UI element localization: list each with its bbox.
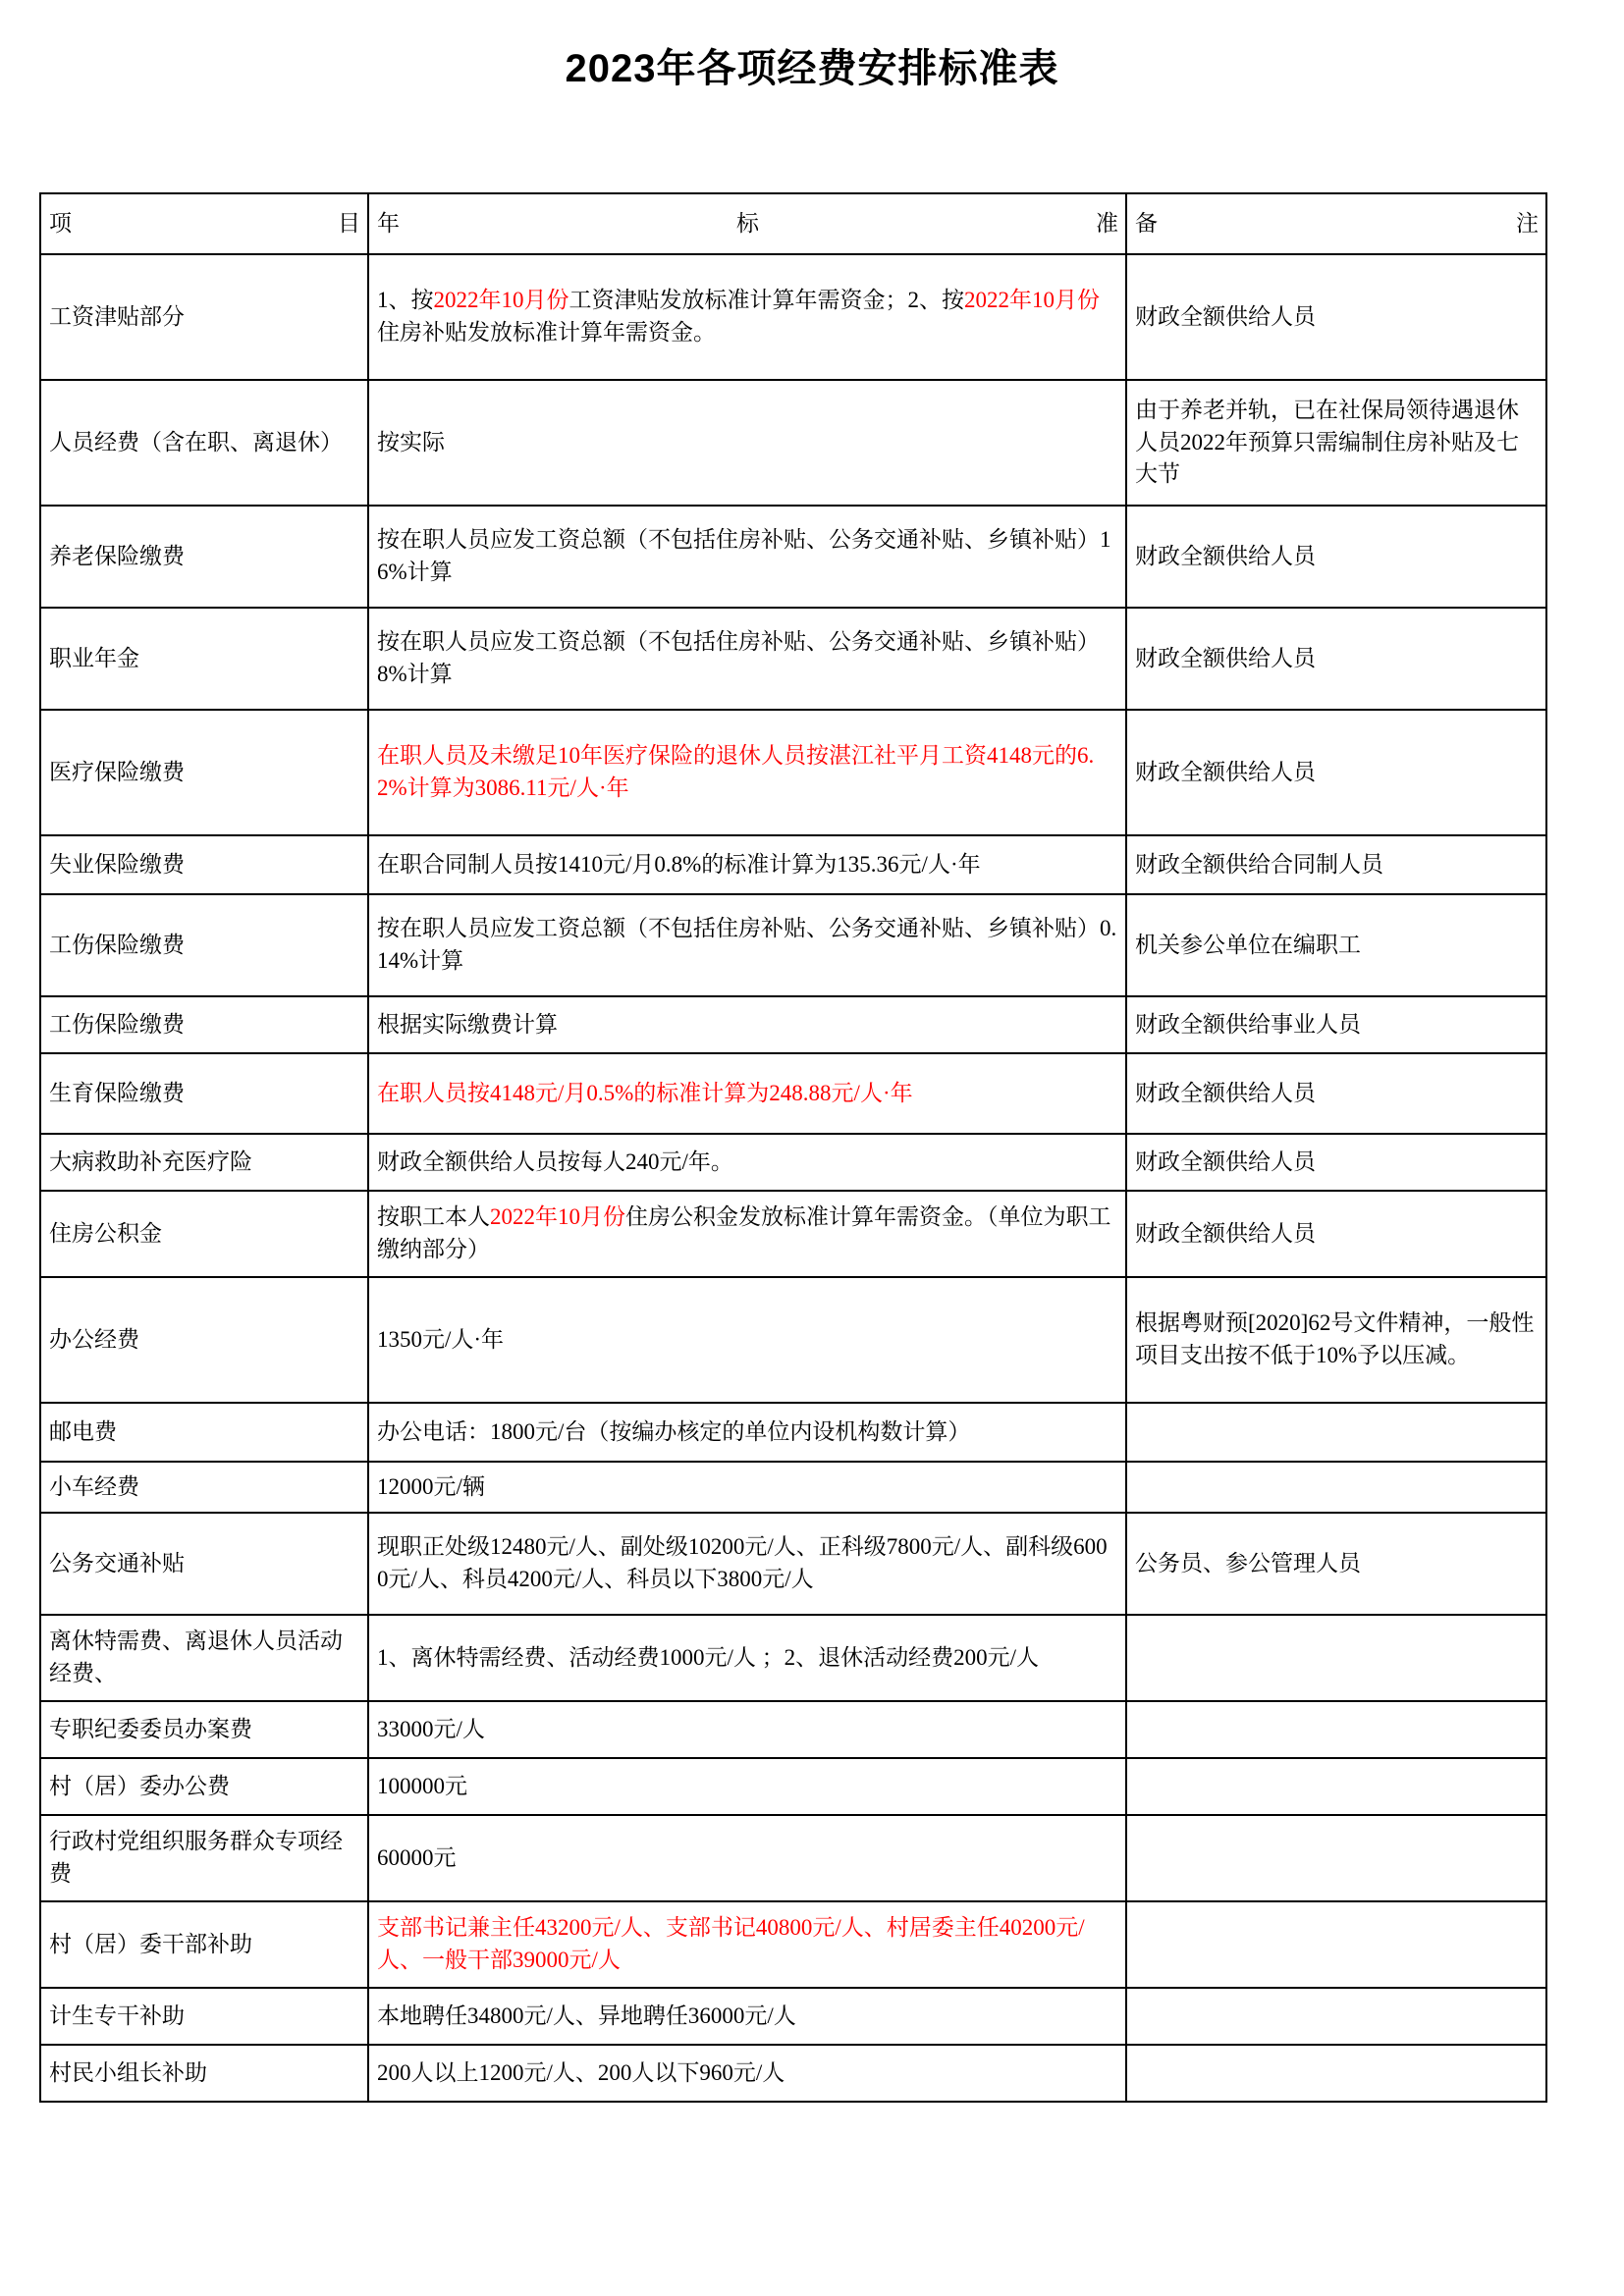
column-header-note-left: 备 <box>1135 210 1158 236</box>
cell-standard <box>368 835 1126 894</box>
table-row <box>40 1988 1546 2045</box>
table-row <box>40 1277 1546 1403</box>
column-header-standard-left: 年 <box>377 210 400 236</box>
cell-item: 生育保险缴费 <box>40 1053 368 1134</box>
plain-text: 现职正处级12480元/人、副处级10200元/人、正科级7800元/人、副科级6000元/人、科员4200元/人、科员以下3800元/人 <box>377 1534 1108 1591</box>
table-row <box>40 1134 1546 1191</box>
cell-standard <box>368 608 1126 710</box>
plain-text: 住房公积金发放标准计算年需资金。（单位为职工缴纳部分） <box>377 1204 1111 1261</box>
cell-standard <box>368 1988 1126 2045</box>
highlight-text: 2022年10月份 <box>433 288 569 313</box>
cell-note: 财政全额供给人员 <box>1126 1134 1546 1191</box>
cell-note <box>1126 2045 1546 2102</box>
plain-text: 100000元 <box>377 1773 467 1798</box>
cell-standard <box>368 894 1126 996</box>
cell-standard <box>368 506 1126 608</box>
plain-text: 60000元 <box>377 1844 457 1870</box>
cell-note: 财政全额供给合同制人员 <box>1126 835 1546 894</box>
highlight-text: 2022年10月份 <box>964 288 1100 313</box>
table-row <box>40 1462 1546 1513</box>
cell-item: 村（居）委办公费 <box>40 1758 368 1815</box>
plain-text: 在职合同制人员按1410元/月0.8%的标准计算为135.36元/人·年 <box>377 851 981 877</box>
table-row <box>40 506 1546 608</box>
cell-standard <box>368 1053 1126 1134</box>
page-title: 2023年各项经费安排标准表 <box>565 47 1059 90</box>
cell-item: 大病救助补充医疗险 <box>40 1134 368 1191</box>
cell-note <box>1126 1988 1546 2045</box>
highlight-text: 2022年10月份 <box>490 1204 625 1230</box>
cell-standard <box>368 1403 1126 1462</box>
table-row <box>40 1701 1546 1758</box>
cell-note <box>1126 1615 1546 1701</box>
table-header <box>40 193 1546 254</box>
cell-item: 工伤保险缴费 <box>40 996 368 1053</box>
cell-standard <box>368 1191 1126 1277</box>
column-header-standard <box>368 193 1126 254</box>
table-row <box>40 710 1546 835</box>
cell-item: 行政村党组织服务群众专项经费 <box>40 1815 368 1901</box>
plain-text: 财政全额供给人员按每人240元/年。 <box>377 1148 733 1174</box>
table-row <box>40 254 1546 380</box>
cell-note: 财政全额供给事业人员 <box>1126 996 1546 1053</box>
cell-note <box>1126 1901 1546 1988</box>
plain-text: 办公电话：1800元/台（按编办核定的单位内设机构数计算） <box>377 1418 971 1444</box>
table-row <box>40 380 1546 506</box>
column-header-item-right: 目 <box>338 210 360 236</box>
table-row <box>40 1191 1546 1277</box>
cell-item: 小车经费 <box>40 1462 368 1513</box>
cell-standard <box>368 380 1126 506</box>
cell-standard <box>368 1815 1126 1901</box>
plain-text: 按职工本人 <box>377 1204 490 1230</box>
table-row <box>40 1815 1546 1901</box>
table-row <box>40 1615 1546 1701</box>
cell-item: 医疗保险缴费 <box>40 710 368 835</box>
cell-note: 财政全额供给人员 <box>1126 254 1546 380</box>
table-row <box>40 1403 1546 1462</box>
table-row <box>40 996 1546 1053</box>
plain-text: 1、离休特需经费、活动经费1000元/人 ；2、退休活动经费200元/人 <box>377 1644 1040 1670</box>
highlight-text: 支部书记兼主任43200元/人、支部书记40800元/人、村居委主任40200元/人、一般干部39000元/人 <box>377 1915 1085 1972</box>
cell-item: 失业保险缴费 <box>40 835 368 894</box>
cell-item: 村民小组长补助 <box>40 2045 368 2102</box>
column-header-standard-right: 准 <box>1096 210 1118 236</box>
cell-note: 财政全额供给人员 <box>1126 1053 1546 1134</box>
cell-standard <box>368 1701 1126 1758</box>
table-body <box>40 254 1546 2102</box>
cell-item: 公务交通补贴 <box>40 1513 368 1615</box>
column-header-standard-mid: 标 <box>736 210 759 236</box>
budget-standards-table <box>39 192 1547 2103</box>
cell-item: 人员经费（含在职、离退休） <box>40 380 368 506</box>
cell-note: 公务员、参公管理人员 <box>1126 1513 1546 1615</box>
plain-text: 本地聘任34800元/人、异地聘任36000元/人 <box>377 2002 796 2028</box>
plain-text: 按实际 <box>377 429 445 454</box>
cell-standard <box>368 1513 1126 1615</box>
cell-note: 由于养老并轨，已在社保局领待遇退休人员2022年预算只需编制住房补贴及七大节 <box>1126 380 1546 506</box>
cell-note <box>1126 1701 1546 1758</box>
cell-item: 专职纪委委员办案费 <box>40 1701 368 1758</box>
plain-text: 1、按 <box>377 288 434 313</box>
table-row <box>40 1513 1546 1615</box>
cell-note: 财政全额供给人员 <box>1126 710 1546 835</box>
cell-standard <box>368 710 1126 835</box>
highlight-text: 在职人员按4148元/月0.5%的标准计算为248.88元/人·年 <box>377 1080 913 1105</box>
cell-item: 职业年金 <box>40 608 368 710</box>
plain-text: 住房补贴发放标准计算年需资金。 <box>377 320 716 345</box>
cell-note <box>1126 1403 1546 1462</box>
plain-text: 200人以上1200元/人、200人以下960元/人 <box>377 2059 785 2085</box>
cell-standard <box>368 1758 1126 1815</box>
cell-standard <box>368 1901 1126 1988</box>
table-row <box>40 835 1546 894</box>
column-header-note-right: 注 <box>1516 210 1539 236</box>
table-row <box>40 608 1546 710</box>
cell-standard <box>368 1462 1126 1513</box>
column-header-item <box>40 193 368 254</box>
column-header-item-left: 项 <box>49 210 72 236</box>
cell-item: 计生专干补助 <box>40 1988 368 2045</box>
plain-text: 1350元/人·年 <box>377 1326 505 1352</box>
header-row <box>40 193 1546 254</box>
cell-standard <box>368 996 1126 1053</box>
plain-text: 按在职人员应发工资总额（不包括住房补贴、公务交通补贴、乡镇补贴）0.14%计算 <box>377 916 1117 973</box>
cell-standard <box>368 1277 1126 1403</box>
highlight-text: 在职人员及未缴足10年医疗保险的退休人员按湛江社平月工资4148元的6.2%计算为3086.11元/人·年 <box>377 743 1095 800</box>
cell-note: 机关参公单位在编职工 <box>1126 894 1546 996</box>
cell-item: 邮电费 <box>40 1403 368 1462</box>
table-row <box>40 2045 1546 2102</box>
table-row <box>40 1901 1546 1988</box>
cell-note: 财政全额供给人员 <box>1126 506 1546 608</box>
cell-note: 财政全额供给人员 <box>1126 608 1546 710</box>
plain-text: 工资津贴发放标准计算年需资金；2、按 <box>568 288 964 313</box>
cell-item: 工资津贴部分 <box>40 254 368 380</box>
plain-text: 33000元/人 <box>377 1716 485 1741</box>
cell-item: 养老保险缴费 <box>40 506 368 608</box>
cell-standard <box>368 254 1126 380</box>
cell-item: 住房公积金 <box>40 1191 368 1277</box>
cell-standard <box>368 1134 1126 1191</box>
cell-note: 根据粤财预[2020]62号文件精神，一般性项目支出按不低于10%予以压减。 <box>1126 1277 1546 1403</box>
plain-text: 12000元/辆 <box>377 1473 485 1499</box>
cell-note <box>1126 1758 1546 1815</box>
cell-item: 工伤保险缴费 <box>40 894 368 996</box>
cell-note <box>1126 1815 1546 1901</box>
cell-standard <box>368 1615 1126 1701</box>
cell-item: 村（居）委干部补助 <box>40 1901 368 1988</box>
cell-standard <box>368 2045 1126 2102</box>
cell-note <box>1126 1462 1546 1513</box>
cell-item: 办公经费 <box>40 1277 368 1403</box>
plain-text: 根据实际缴费计算 <box>377 1011 558 1037</box>
plain-text: 按在职人员应发工资总额（不包括住房补贴、公务交通补贴、乡镇补贴）16%计算 <box>377 527 1111 584</box>
table-row <box>40 1053 1546 1134</box>
column-header-note <box>1126 193 1546 254</box>
cell-item: 离休特需费、离退休人员活动经费、 <box>40 1615 368 1701</box>
plain-text: 按在职人员应发工资总额（不包括住房补贴、公务交通补贴、乡镇补贴）8%计算 <box>377 629 1100 686</box>
table-row <box>40 894 1546 996</box>
budget-table-container <box>39 192 1545 2103</box>
table-row <box>40 1758 1546 1815</box>
cell-note: 财政全额供给人员 <box>1126 1191 1546 1277</box>
